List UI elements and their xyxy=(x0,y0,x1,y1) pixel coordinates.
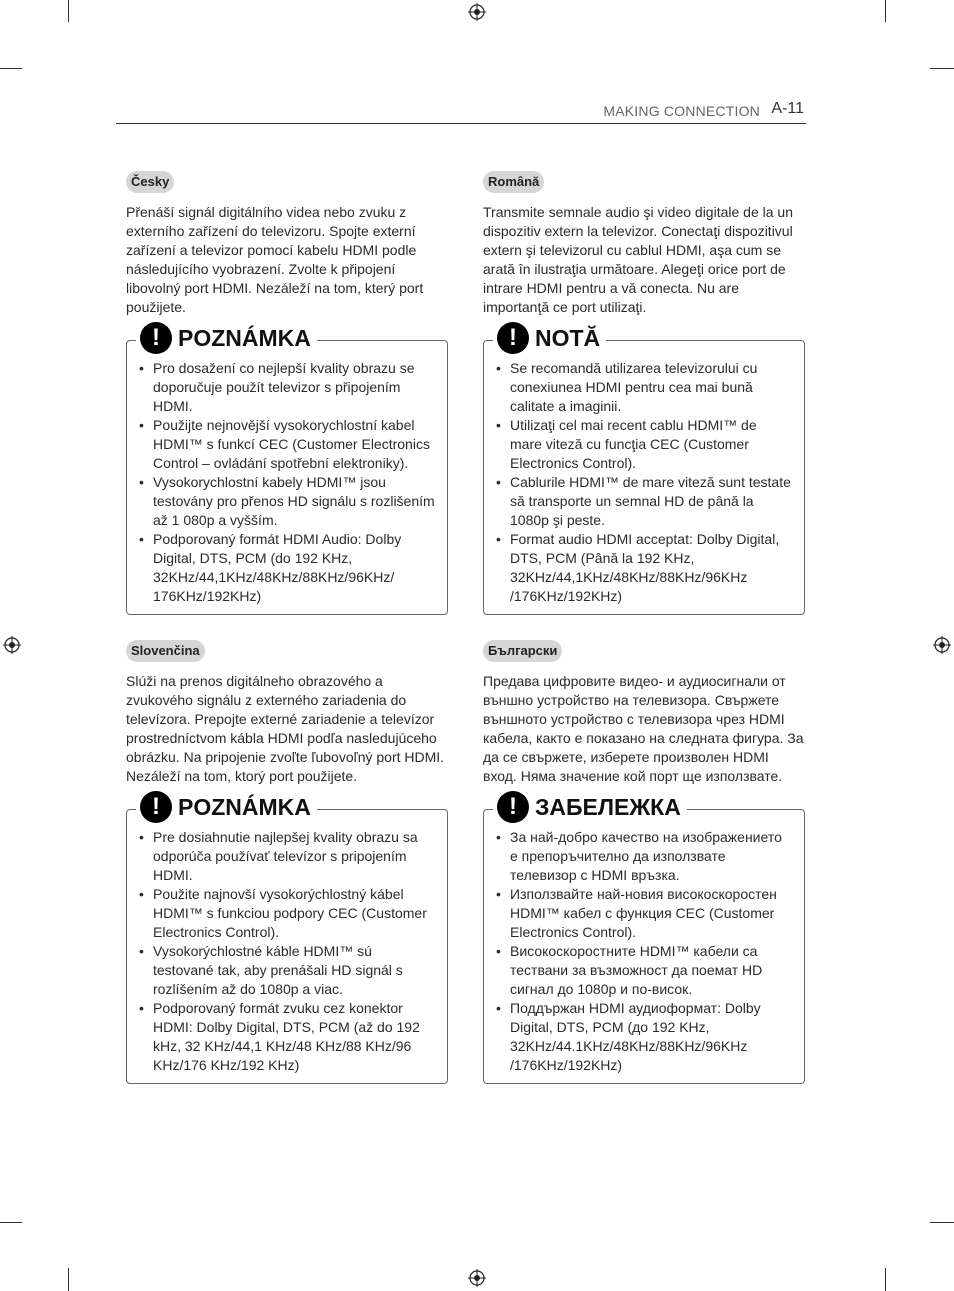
crop-mark xyxy=(885,1268,886,1291)
note-header xyxy=(493,791,687,823)
language-label: Română xyxy=(483,171,544,193)
section-bulgarian xyxy=(483,640,805,1084)
language-label: Česky xyxy=(126,171,174,193)
registration-icon xyxy=(468,1269,486,1287)
list-item: • Utilizaţi cel mai recent cablu HDMI™ de mare viteză cu funcţia CEC (Customer Electronics Control). xyxy=(496,416,792,473)
note-header xyxy=(493,322,606,354)
list-item: • Pro dosažení co nejlepší kvality obrazu se doporučuje použít televizor s připojením HDMI. xyxy=(139,359,435,416)
list-item: • Високоскоростните HDMI™ кабели са тествани за възможност да поемат HD сигнал до 1080p и по-висок. xyxy=(496,942,792,999)
exclamation-icon: ! xyxy=(497,791,529,823)
list-item: • Použite najnovší vysokorýchlostný kábel HDMI™ s funkciou podpory CEC (Customer Electronics Control). xyxy=(139,885,435,942)
list-item: • За най-добро качество на изображението е препоръчително да използвате телевизор с HDMI връзка. xyxy=(496,828,792,885)
crop-mark xyxy=(68,1268,69,1291)
exclamation-icon: ! xyxy=(140,322,172,354)
note-header xyxy=(136,322,317,354)
section-slovak xyxy=(126,640,448,1084)
note-title: NOTĂ xyxy=(535,324,601,351)
note-title: ЗАБЕЛЕЖКА xyxy=(535,793,681,820)
crop-mark xyxy=(0,68,22,69)
list-item: • Поддържан HDMI аудиоформат: Dolby Digital, DTS, PCM (до 192 KHz, 32KHz/44.1KHz/48KHz/88KHz/96KHz /176KHz/192KHz) xyxy=(496,999,792,1075)
note-title: POZNÁMKA xyxy=(178,324,311,351)
list-item: • Podporovaný formát zvuku cez konektor HDMI: Dolby Digital, DTS, PCM (až do 192 kHz, 32 KHz/44,1 KHz/48 KHz/88 KHz/96 KHz/176 KHz/192 KHz) xyxy=(139,999,435,1075)
page-header xyxy=(116,99,806,124)
intro-paragraph: Slúži na prenos digitálneho obrazového a zvukového signálu z externého zariadenia do televízora. Prepojte externé zariadenie a televízor prostredníctvom kábla HDMI podľa nasledujúceho obrázku. Na pripojenie zvoľte ľubovoľný port HDMI. Nezáleží na tom, ktorý port použijete. xyxy=(126,673,445,784)
list-item: • Cablurile HDMI™ de mare viteză sunt testate să transporte un semnal HD de până la 1080p şi peste. xyxy=(496,473,792,530)
language-label: Български xyxy=(483,640,562,662)
section-czech xyxy=(126,171,448,615)
crop-mark xyxy=(930,1222,954,1223)
crop-mark xyxy=(930,68,954,69)
language-label: Slovenčina xyxy=(126,640,205,662)
registration-icon xyxy=(933,636,951,654)
list-item: • Vysokorychlostní kabely HDMI™ jsou testovány pro přenos HD signálu s rozlišením až 1 080p a vyšším. xyxy=(139,473,435,530)
note-title: POZNÁMKA xyxy=(178,793,311,820)
crop-mark xyxy=(885,0,886,22)
list-item: • Format audio HDMI acceptat: Dolby Digital, DTS, PCM (Până la 192 KHz, 32KHz/44,1KHz/48KHz/88KHz/96KHz /176KHz/192KHz) xyxy=(496,530,792,606)
list-item: • Vysokorýchlostné káble HDMI™ sú testované tak, aby prenášali HD signál s rozlíšením až do 1080p a viac. xyxy=(139,942,435,999)
note-box xyxy=(483,793,805,1084)
note-list xyxy=(496,828,792,1075)
note-list xyxy=(139,359,435,606)
crop-mark xyxy=(0,1222,22,1223)
note-box xyxy=(483,324,805,615)
note-box xyxy=(126,793,448,1084)
note-list xyxy=(496,359,792,606)
list-item: • Se recomandă utilizarea televizorului cu conexiunea HDMI pentru cea mai bună calitate a imaginii. xyxy=(496,359,792,416)
exclamation-icon: ! xyxy=(140,791,172,823)
page-number: A-11 xyxy=(771,100,804,117)
crop-mark xyxy=(68,0,69,22)
registration-icon xyxy=(468,3,486,21)
note-list xyxy=(139,828,435,1075)
list-item: • Podporovaný formát HDMI Audio: Dolby Digital, DTS, PCM (do 192 KHz, 32KHz/44,1KHz/48KHz/88KHz/96KHz/ 176KHz/192KHz) xyxy=(139,530,435,606)
note-header xyxy=(136,791,317,823)
list-item: • Използвайте най-новия високоскоростен HDMI™ кабел с функция CEC (Customer Electronics Control). xyxy=(496,885,792,942)
section-romanian xyxy=(483,171,805,615)
registration-icon xyxy=(3,636,21,654)
exclamation-icon: ! xyxy=(497,322,529,354)
list-item: • Použijte nejnovější vysokorychlostní kabel HDMI™ s funkcí CEC (Customer Electronics Control – ovládání spotřební elektroniky). xyxy=(139,416,435,473)
note-box xyxy=(126,324,448,615)
intro-paragraph: Přenáší signál digitálního videa nebo zvuku z externího zařízení do televizoru. Spojte externí zařízení a televizor pomocí kabelu HDMI podle následujícího vyobrazení. Zvolte k připojení libovolný port HDMI. Nezáleží na tom, který port použijete. xyxy=(126,204,424,315)
list-item: • Pre dosiahnutie najlepšej kvality obrazu sa odporúča používať televízor s pripojením HDMI. xyxy=(139,828,435,885)
intro-paragraph: Предава цифровите видео- и аудиосигнали от външно устройство на телевизора. Свържете външното устройство с телевизора чрез HDMI кабела, както е показано на следната фигура. За да се свържете, изберете произволен HDMI вход. Няма значение кой порт ще използвате. xyxy=(483,673,804,784)
intro-paragraph: Transmite semnale audio şi video digitale de la un dispozitiv extern la televizor. Conectaţi dispozitivul extern şi televizorul cu cablul HDMI, aşa cum se arată în ilustraţia următoare. Alegeţi orice port de intrare HDMI pentru a vă conecta. Nu are importanţă ce port utilizaţi. xyxy=(483,204,793,315)
section-title: MAKING CONNECTION xyxy=(603,103,760,119)
